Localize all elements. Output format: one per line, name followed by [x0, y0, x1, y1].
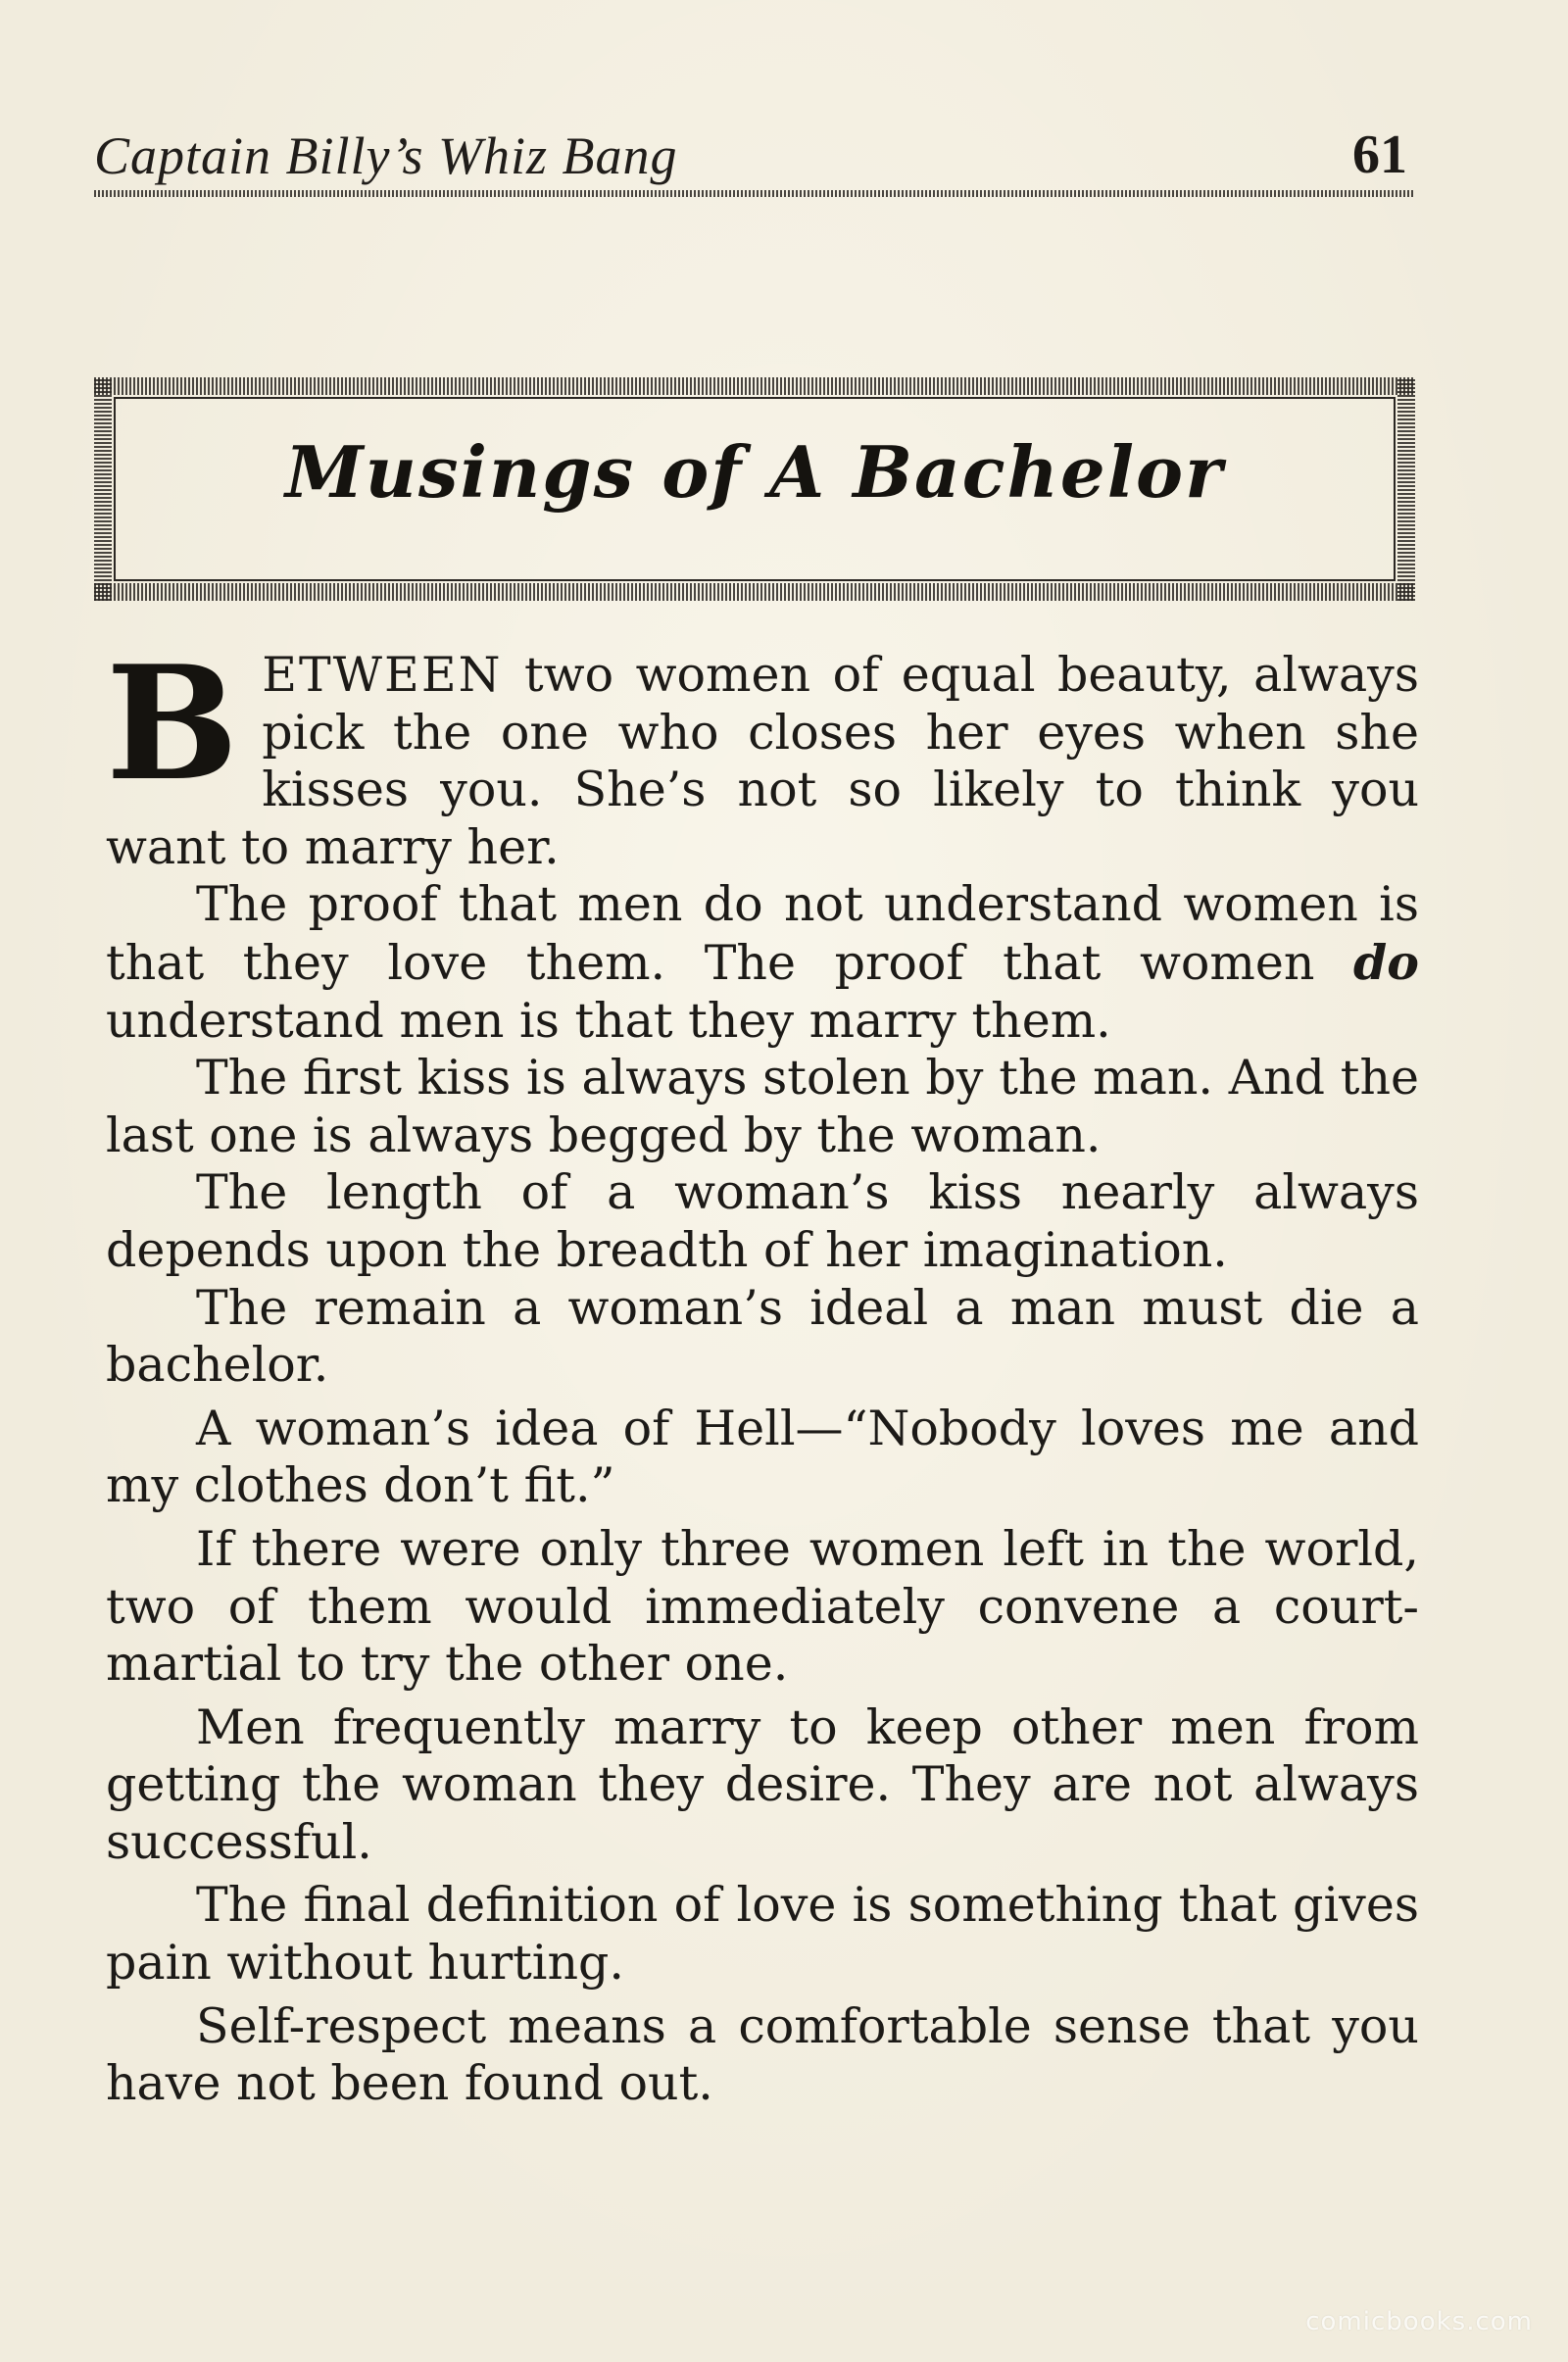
drop-cap: B [106, 631, 239, 815]
paragraph-1 [106, 631, 1419, 876]
paragraph-7: If there were only three women left in the world, two of them would immediately convene a court-martial to try the other one. [106, 1520, 1419, 1693]
paragraph-5: The remain a woman’s ideal a man must die a bachelor. [106, 1279, 1419, 1394]
paragraph-8: Men frequently marry to keep other men from getting the woman they desire. They are not always successful. [106, 1698, 1419, 1870]
title-box-bottom-border [94, 583, 1415, 601]
paragraph-2-text: The proof that men do not understand women is that they love them. The proof that women [106, 876, 1419, 991]
paragraph-4: The length of a woman’s kiss nearly always depends upon the breadth of her imagination. [106, 1164, 1419, 1278]
title-box [94, 377, 1415, 601]
article-body [106, 631, 1419, 2113]
header-rule [94, 190, 1415, 197]
paragraph-2-emphasis: do [1353, 933, 1419, 991]
paragraph-3: The first kiss is always stolen by the man. And the last one is always begged by the woman. [106, 1050, 1419, 1163]
paragraph-2 [106, 876, 1419, 1050]
paragraph-1-text: two women of equal beauty, always pick the one who closes her eyes when she kisses you. She’s not so likely to think you want to marry her. [106, 647, 1419, 875]
paragraph-6: A woman’s idea of Hell—“Nobody loves me and my clothes don’t fit.” [106, 1400, 1419, 1514]
running-title: Captain Billy’s Whiz Bang [94, 126, 678, 185]
paragraph-9: The final definition of love is something that gives pain without hurting. [106, 1877, 1419, 1992]
article-title: Musings of A Bachelor [284, 430, 1225, 514]
paragraph-10: Self-respect means a comfortable sense that you have not been found out. [106, 1997, 1419, 2112]
paragraph-1-lead: ETWEEN [262, 647, 503, 703]
page-number: 61 [1352, 124, 1407, 185]
title-box-top-border [94, 377, 1415, 395]
running-header [94, 118, 1415, 196]
watermark: comicbooks.com [1305, 2307, 1533, 2337]
paragraph-2-tail: understand men is that they marry them. [106, 992, 1111, 1049]
